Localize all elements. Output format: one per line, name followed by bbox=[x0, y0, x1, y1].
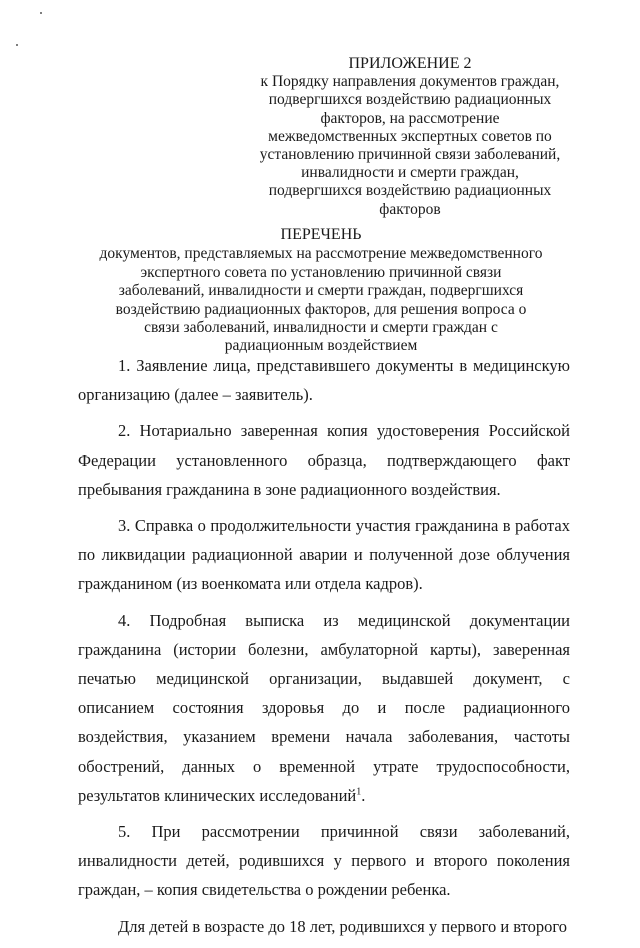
list-item: Для детей в возрасте до 18 лет, родившихся у первого и второго bbox=[118, 916, 568, 936]
list-title: ПЕРЕЧЕНЬ bbox=[280, 226, 362, 243]
footnote-marker: 1 bbox=[356, 786, 362, 798]
list-item: 5. При рассмотрении причинной связи заболеваний, инвалидности детей, родившихся у первого и второго поколения граждан, – копия свидетельства о рождении ребенка. bbox=[78, 822, 570, 900]
appendix-subtitle: к Порядку направления документов граждан, подвергшихся воздействию радиационных факторов, на рассмотрение межведомственных экспертных советов по установлению причинной связи заболеваний, инвалидности и смерти граждан, подвергшихся воздействию радиационных факторов bbox=[259, 73, 561, 218]
scan-speck bbox=[40, 12, 42, 14]
list-item: 4. Подробная выписка из медицинской документации гражданина (истории болезни, амбулаторной карты), заверенная печатью медицинской организации, выдавшей документ, с описанием состояния здоровья до и после радиационного воздействия, указанием времени начала заболевания, частоты обострений, данных о временной утрате трудоспособности, результатов клинических исследований$^1$. bbox=[78, 610, 570, 805]
list-item: 2. Нотариально заверенная копия удостоверения Российской Федерации установленного образца, подтверждающего факт пребывания гражданина в зоне радиационного воздействия. bbox=[78, 421, 570, 499]
appendix-header bbox=[250, 55, 570, 219]
list-description: документов, представляемых на рассмотрение межведомственного экспертного совета по установлению причинной связи заболеваний, инвалидности и смерти граждан, подвергшихся воздействию радиационных факторов, для решения вопроса о связи заболеваний, инвалидности и смерти граждан с радиационным воздействием bbox=[99, 245, 543, 355]
list-header bbox=[96, 226, 546, 356]
list-item: 3. Справка о продолжительности участия гражданина в работах по ликвидации радиационной аварии и полученной дозе облучения гражданином (из военкомата или отдела кадров). bbox=[78, 516, 570, 594]
scan-speck bbox=[16, 44, 18, 46]
appendix-heading: ПРИЛОЖЕНИЕ 2 bbox=[348, 55, 472, 72]
list-item: 1. Заявление лица, представившего документы в медицинскую организацию (далее – заявитель). bbox=[78, 356, 570, 405]
document-body bbox=[78, 351, 570, 948]
